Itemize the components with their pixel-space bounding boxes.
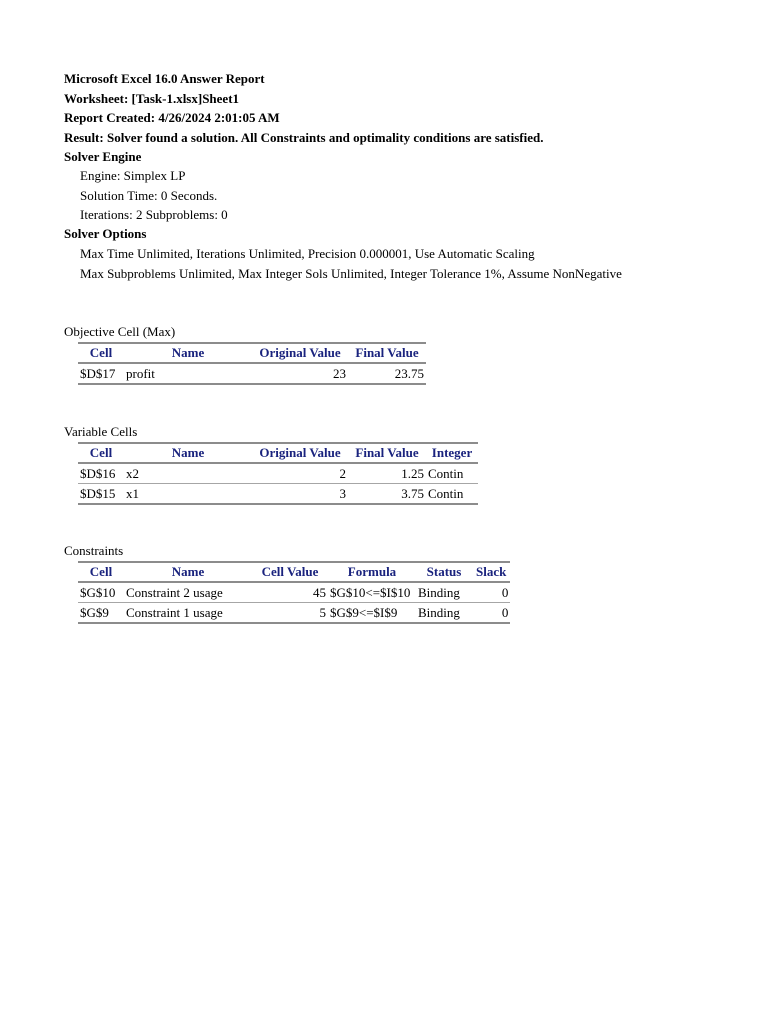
table-header-row xyxy=(78,343,426,363)
solver-options-heading: Solver Options xyxy=(64,226,147,241)
options-line-1: Max Time Unlimited, Iterations Unlimited, Precision 0.000001, Use Automatic Scaling xyxy=(80,246,535,261)
table-row xyxy=(78,603,510,624)
formula: $G$10<=$I$10 xyxy=(330,585,411,600)
cell-value: 45 xyxy=(313,585,326,600)
cell-name: Constraint 2 usage xyxy=(126,585,223,600)
header-original-value: Original Value xyxy=(259,345,341,360)
cell-ref: $D$16 xyxy=(80,466,116,481)
table-header-row xyxy=(78,443,478,463)
header-status: Status xyxy=(426,564,462,579)
slack: 0 xyxy=(501,605,509,620)
status: Binding xyxy=(418,605,460,620)
header-slack: Slack xyxy=(476,564,507,579)
cell-name: Constraint 1 usage xyxy=(126,605,223,620)
cell-name: x1 xyxy=(126,486,139,501)
status: Binding xyxy=(418,585,460,600)
objective-section-label: Objective Cell (Max) xyxy=(64,324,176,339)
solver-engine-heading: Solver Engine xyxy=(64,149,142,164)
original-value: 2 xyxy=(339,466,346,481)
cell-ref: $G$9 xyxy=(80,605,109,620)
final-value: 1.25 xyxy=(401,466,424,481)
cell-name: x2 xyxy=(126,466,139,481)
variables-table xyxy=(78,442,478,505)
cell-ref: $D$17 xyxy=(80,366,116,381)
variables-section-label: Variable Cells xyxy=(64,424,138,439)
table-row xyxy=(78,463,478,484)
worksheet-label: Worksheet: [Task-1.xlsx]Sheet1 xyxy=(64,91,240,106)
original-value: 23 xyxy=(333,366,346,381)
formula: $G$9<=$I$9 xyxy=(330,605,398,620)
table-row xyxy=(78,582,510,603)
engine-line: Engine: Simplex LP xyxy=(80,168,186,183)
integer-type: Contin xyxy=(428,486,464,501)
header-formula: Formula xyxy=(347,564,397,579)
cell-ref: $G$10 xyxy=(80,585,116,600)
final-value: 3.75 xyxy=(401,486,424,501)
table-row xyxy=(78,484,478,505)
original-value: 3 xyxy=(339,486,346,501)
table-header-row xyxy=(78,562,510,582)
constraints-table xyxy=(78,561,510,624)
header-name: Name xyxy=(171,564,205,579)
solution-time-line: Solution Time: 0 Seconds. xyxy=(80,188,218,203)
header-cell-value: Cell Value xyxy=(261,564,319,579)
solver-result: Result: Solver found a solution. All Constraints and optimality conditions are satisfied. xyxy=(64,130,544,145)
header-cell: Cell xyxy=(89,564,113,579)
options-line-2: Max Subproblems Unlimited, Max Integer Sols Unlimited, Integer Tolerance 1%, Assume NonNegative xyxy=(80,266,622,281)
report-created: Report Created: 4/26/2024 2:01:05 AM xyxy=(64,110,280,125)
objective-table xyxy=(78,342,426,385)
header-integer: Integer xyxy=(431,445,473,460)
report-title: Microsoft Excel 16.0 Answer Report xyxy=(64,71,265,86)
header-final-value: Final Value xyxy=(355,345,419,360)
header-original-value: Original Value xyxy=(259,445,341,460)
cell-value: 5 xyxy=(319,605,326,620)
header-cell: Cell xyxy=(89,445,113,460)
header-name: Name xyxy=(171,445,205,460)
iterations-line: Iterations: 2 Subproblems: 0 xyxy=(80,207,228,222)
cell-name: profit xyxy=(126,366,155,381)
header-cell: Cell xyxy=(89,345,113,360)
integer-type: Contin xyxy=(428,466,464,481)
final-value: 23.75 xyxy=(394,366,424,381)
cell-ref: $D$15 xyxy=(80,486,116,501)
table-row xyxy=(78,363,426,384)
constraints-section-label: Constraints xyxy=(64,543,124,558)
header-final-value: Final Value xyxy=(355,445,419,460)
header-name: Name xyxy=(171,345,205,360)
slack: 0 xyxy=(501,585,509,600)
